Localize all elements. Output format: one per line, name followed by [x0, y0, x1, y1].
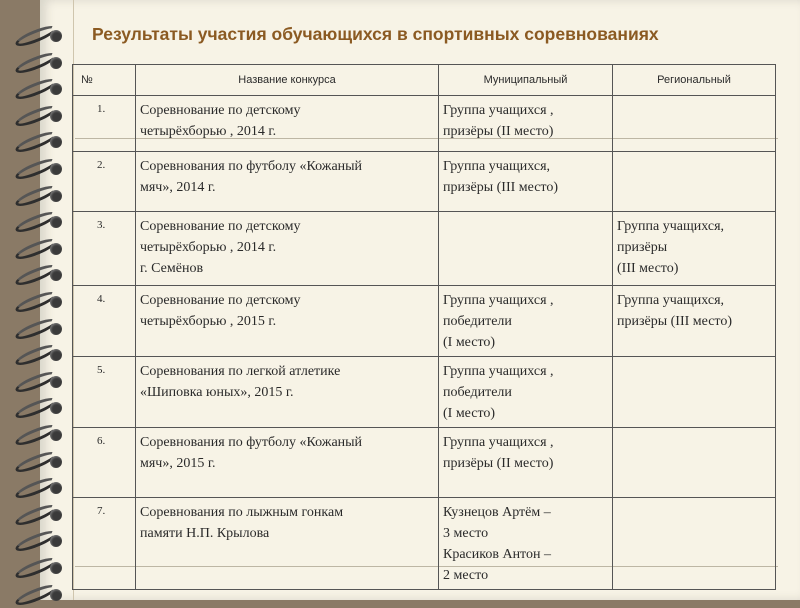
- spiral-ring: [14, 30, 64, 42]
- contest-name-cell: [136, 357, 439, 428]
- table-row: [73, 212, 776, 286]
- municipal-result-cell: [439, 286, 613, 357]
- table-row: [73, 96, 776, 152]
- cell-text-line: Соревнование по детскому: [140, 103, 301, 118]
- contest-name-cell: [136, 428, 439, 498]
- spiral-ring: [14, 163, 64, 175]
- spiral-ring: [14, 269, 64, 281]
- row-number: 4.: [73, 286, 136, 357]
- municipal-result-cell: [439, 428, 613, 498]
- cell-text-line: (III место): [617, 261, 679, 276]
- row-number: 6.: [73, 428, 136, 498]
- contest-name-cell: [136, 152, 439, 212]
- regional-result-cell: [613, 428, 776, 498]
- municipal-result-cell: [439, 152, 613, 212]
- table-row: [73, 428, 776, 498]
- spiral-ring: [14, 349, 64, 361]
- cell-text-line: Группа учащихся,: [617, 293, 725, 308]
- header-regional: Региональный: [613, 65, 776, 96]
- contest-name-cell: [136, 96, 439, 152]
- regional-result-cell: [613, 96, 776, 152]
- header-contest-name: Название конкурса: [136, 65, 439, 96]
- spiral-ring: [14, 323, 64, 335]
- spiral-ring: [14, 482, 64, 494]
- spiral-ring: [14, 589, 64, 601]
- municipal-result-cell: [439, 96, 613, 152]
- cell-text-line: призёры (II место): [443, 456, 554, 471]
- spiral-ring: [14, 456, 64, 468]
- row-number: 3.: [73, 212, 136, 286]
- spiral-ring: [14, 190, 64, 202]
- cell-text-line: Соревнования по легкой атлетике: [140, 364, 341, 379]
- row-number: 7.: [73, 498, 136, 590]
- regional-result-cell: [613, 212, 776, 286]
- header-municipal: Муниципальный: [439, 65, 613, 96]
- cell-text-line: Соревнование по детскому: [140, 219, 301, 234]
- cell-text-line: Соревнования по лыжным гонкам: [140, 505, 344, 520]
- spiral-ring: [14, 216, 64, 228]
- cell-text-line: 2 место: [443, 568, 489, 583]
- cell-text-line: Соревнования по футболу «Кожаный: [140, 159, 363, 174]
- spiral-ring: [14, 136, 64, 148]
- cell-text-line: Группа учащихся,: [617, 219, 725, 234]
- cell-text-line: Группа учащихся ,: [443, 293, 554, 308]
- municipal-result-cell: [439, 212, 613, 286]
- cell-text-line: Соревнования по футболу «Кожаный: [140, 435, 363, 450]
- contest-name-cell: [136, 286, 439, 357]
- municipal-result-cell: [439, 357, 613, 428]
- page-title: Результаты участия обучающихся в спортивных соревнованиях: [92, 24, 659, 44]
- cell-text-line: Соревнование по детскому: [140, 293, 301, 308]
- spiral-ring: [14, 296, 64, 308]
- spiral-ring: [14, 535, 64, 547]
- cell-text-line: памяти Н.П. Крылова: [140, 526, 270, 541]
- regional-result-cell: [613, 152, 776, 212]
- municipal-result-cell: [439, 498, 613, 590]
- cell-text-line: Группа учащихся ,: [443, 364, 554, 379]
- contest-name-cell: [136, 212, 439, 286]
- spiral-ring: [14, 57, 64, 69]
- cell-text-line: г. Семёнов: [140, 261, 204, 276]
- spiral-ring: [14, 83, 64, 95]
- header-number: №: [73, 65, 136, 96]
- spiral-ring: [14, 402, 64, 414]
- cell-text-line: Группа учащихся,: [443, 159, 551, 174]
- spiral-ring: [14, 376, 64, 388]
- spiral-ring: [14, 429, 64, 441]
- cell-text-line: мяч», 2014 г.: [140, 180, 216, 195]
- contest-name-cell: [136, 498, 439, 590]
- regional-result-cell: [613, 286, 776, 357]
- table-row: [73, 498, 776, 590]
- spiral-ring: [14, 509, 64, 521]
- table-row: [73, 152, 776, 212]
- cell-text-line: четырёхборью , 2014 г.: [140, 124, 277, 139]
- cell-text-line: мяч», 2015 г.: [140, 456, 216, 471]
- cell-text-line: Кузнецов Артём –: [443, 505, 551, 520]
- spiral-ring: [14, 243, 64, 255]
- cell-text-line: призёры (III место): [443, 180, 559, 195]
- regional-result-cell: [613, 357, 776, 428]
- row-number: 2.: [73, 152, 136, 212]
- regional-result-cell: [613, 498, 776, 590]
- cell-text-line: (I место): [443, 335, 496, 350]
- cell-text-line: победители: [443, 314, 512, 329]
- table-row: [73, 286, 776, 357]
- table-row: [73, 357, 776, 428]
- cell-text-line: 3 место: [443, 526, 489, 541]
- cell-text-line: «Шиповка юных», 2015 г.: [140, 385, 294, 400]
- results-table: [72, 64, 776, 590]
- cell-text-line: Группа учащихся ,: [443, 103, 554, 118]
- cell-text-line: призёры (III место): [617, 314, 733, 329]
- table-header-row: [73, 65, 776, 96]
- cell-text-line: призёры: [617, 240, 668, 255]
- row-number: 1.: [73, 96, 136, 152]
- cell-text-line: (I место): [443, 406, 496, 421]
- cell-text-line: четырёхборью , 2015 г.: [140, 314, 277, 329]
- spiral-ring: [14, 110, 64, 122]
- cell-text-line: Красиков Антон –: [443, 547, 551, 562]
- spiral-ring: [14, 562, 64, 574]
- row-number: 5.: [73, 357, 136, 428]
- cell-text-line: Группа учащихся ,: [443, 435, 554, 450]
- cell-text-line: победители: [443, 385, 512, 400]
- cell-text-line: призёры (II место): [443, 124, 554, 139]
- cell-text-line: четырёхборью , 2014 г.: [140, 240, 277, 255]
